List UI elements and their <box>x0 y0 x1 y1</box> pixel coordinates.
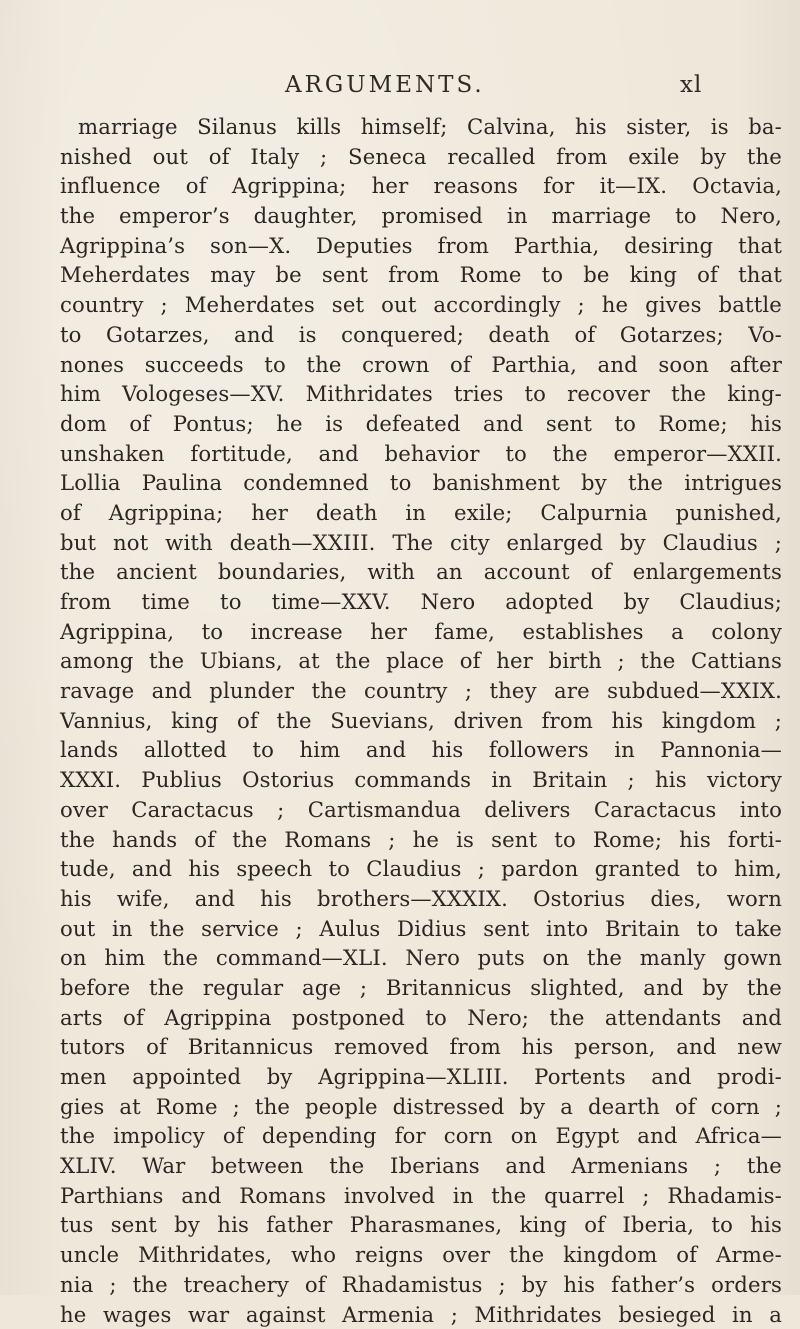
text-line: before the regular age ; Britannicus slighted, and by the <box>60 973 782 1003</box>
text-line: to Gotarzes, and is conquered; death of Gotarzes; Vo- <box>60 320 782 350</box>
text-line: but not with death—XXIII. The city enlarged by Claudius ; <box>60 528 782 558</box>
text-line: out in the service ; Aulus Didius sent into Britain to take <box>60 914 782 944</box>
text-line: the ancient boundaries, with an account of enlargements <box>60 557 782 587</box>
text-line: XXXI. Publius Ostorius commands in Britain ; his victory <box>60 765 782 795</box>
text-line: country ; Meherdates set out accordingly ; he gives battle <box>60 290 782 320</box>
text-line: Meherdates may be sent from Rome to be king of that <box>60 260 782 290</box>
text-line: the impolicy of depending for corn on Egypt and Africa— <box>60 1121 782 1151</box>
text-line: the hands of the Romans ; he is sent to Rome; his forti- <box>60 825 782 855</box>
text-line: Agrippina, to increase her fame, establishes a colony <box>60 617 782 647</box>
text-line: Agrippina’s son—X. Deputies from Parthia, desiring that <box>60 231 782 261</box>
text-line: nished out of Italy ; Seneca recalled from exile by the <box>60 142 782 172</box>
text-line: over Caractacus ; Cartismandua delivers Caractacus into <box>60 795 782 825</box>
text-line: his wife, and his brothers—XXXIX. Ostorius dies, worn <box>60 884 782 914</box>
text-line: tutors of Britannicus removed from his person, and new <box>60 1032 782 1062</box>
text-line: among the Ubians, at the place of her birth ; the Cattians <box>60 646 782 676</box>
text-line: nones succeeds to the crown of Parthia, and soon after <box>60 350 782 380</box>
page-number: xl <box>680 72 702 98</box>
text-line: ravage and plunder the country ; they are subdued—XXIX. <box>60 676 782 706</box>
running-head <box>0 72 800 106</box>
text-line: Vannius, king of the Suevians, driven from his kingdom ; <box>60 706 782 736</box>
text-line: gies at Rome ; the people distressed by a dearth of corn ; <box>60 1092 782 1122</box>
running-title: ARGUMENTS. <box>285 72 485 98</box>
text-line: influence of Agrippina; her reasons for it—IX. Octavia, <box>60 171 782 201</box>
text-line: lands allotted to him and his followers in Pannonia— <box>60 735 782 765</box>
text-line: XLIV. War between the Iberians and Armenians ; the <box>60 1151 782 1181</box>
text-line: tude, and his speech to Claudius ; pardon granted to him, <box>60 854 782 884</box>
text-line: unshaken fortitude, and behavior to the emperor—XXII. <box>60 439 782 469</box>
text-line: he wages war against Armenia ; Mithridates besieged in a <box>60 1300 782 1329</box>
text-line: tus sent by his father Pharasmanes, king of Iberia, to his <box>60 1210 782 1240</box>
text-line: uncle Mithridates, who reigns over the kingdom of Arme- <box>60 1240 782 1270</box>
text-line: men appointed by Agrippina—XLIII. Portents and prodi- <box>60 1062 782 1092</box>
text-line: from time to time—XXV. Nero adopted by Claudius; <box>60 587 782 617</box>
arguments-text <box>60 112 782 1329</box>
text-line: of Agrippina; her death in exile; Calpurnia punished, <box>60 498 782 528</box>
text-line: Lollia Paulina condemned to banishment by the intrigues <box>60 468 782 498</box>
text-line: dom of Pontus; he is defeated and sent to Rome; his <box>60 409 782 439</box>
text-line: arts of Agrippina postponed to Nero; the attendants and <box>60 1003 782 1033</box>
text-line: him Vologeses—XV. Mithridates tries to recover the king- <box>60 379 782 409</box>
text-line: Parthians and Romans involved in the quarrel ; Rhadamis- <box>60 1181 782 1211</box>
text-line: on him the command—XLI. Nero puts on the manly gown <box>60 943 782 973</box>
text-line: marriage Silanus kills himself; Calvina, his sister, is ba- <box>60 112 782 142</box>
text-line: the emperor’s daughter, promised in marriage to Nero, <box>60 201 782 231</box>
text-line: nia ; the treachery of Rhadamistus ; by his father’s orders <box>60 1270 782 1300</box>
